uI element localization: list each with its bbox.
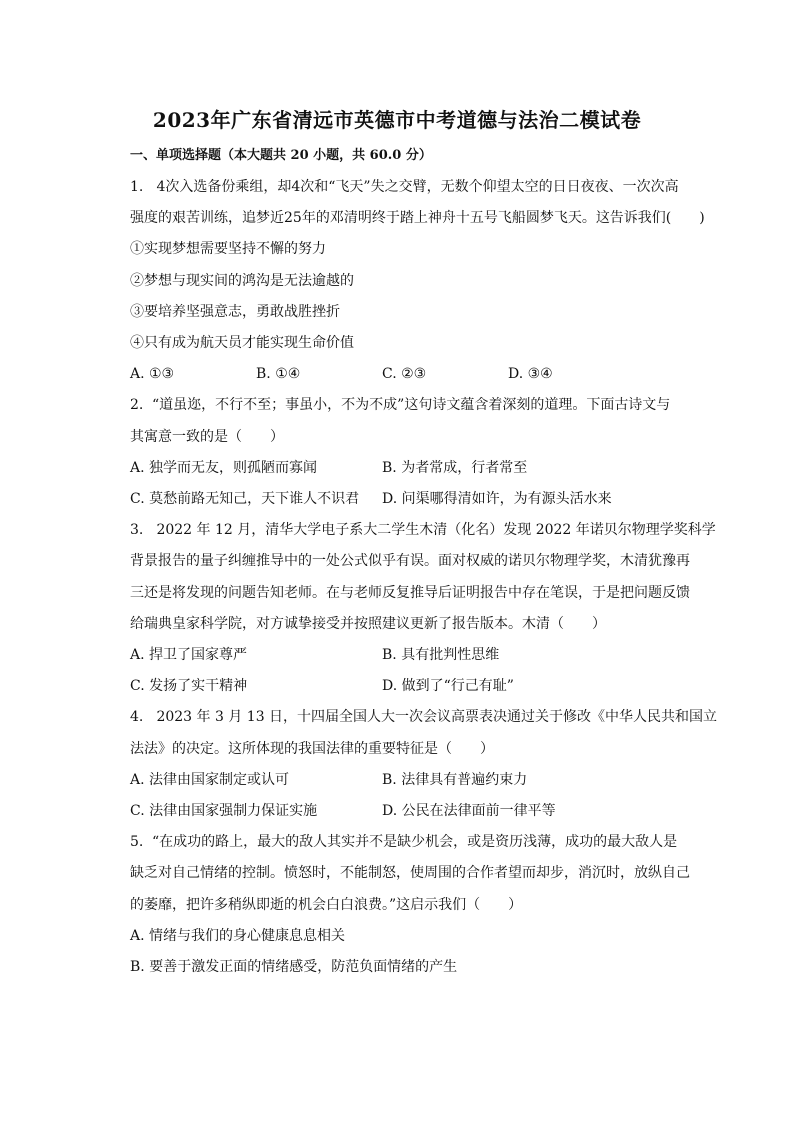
option-d[interactable]: D. ③④ [508, 366, 553, 383]
questions-list [130, 172, 718, 983]
option-c[interactable]: C. 法律由国家强制力保证实施 [130, 803, 318, 820]
statement: ①实现梦想需要坚持不懈的努力 [130, 241, 326, 258]
question-2 [130, 390, 690, 515]
exam-title: 2023年广东省清远市英德市中考道德与法治二模试卷 [152, 108, 642, 132]
options-row [130, 765, 690, 796]
section-heading: 一、单项选择题（本大题共 20 小题，共 60.0 分） [130, 148, 432, 163]
options-row [130, 796, 690, 827]
statement: ②梦想与现实间的鸿沟是无法逾越的 [130, 272, 354, 289]
option-a[interactable]: A. ①③ [130, 366, 175, 383]
question-number: 1. [130, 179, 144, 195]
option-a[interactable]: A. 捍卫了国家尊严 [130, 647, 248, 664]
question-text-line: “道虽迩，不行不至；事虽小，不为不成”这句诗文蕴含着深刻的道理。下面古诗文与 [152, 397, 671, 414]
question-text-line: 强度的艰苦训练，追梦近25年的邓清明终于踏上神舟十五号飞船圆梦飞天。这告诉我们( ) [130, 210, 705, 227]
question-text-line: 缺乏对自己情绪的控制。愤怒时，不能制怒，使周围的合作者望而却步，消沉时，放纵自己 [130, 865, 690, 882]
option-d[interactable]: D. 做到了“行己有耻” [382, 678, 514, 695]
options-row [130, 453, 690, 484]
question-text-line: 给瑞典皇家科学院，对方诚挚接受并按照建议更新了报告版本。木清（ ） [130, 615, 606, 632]
option-b[interactable]: B. 法律具有普遍约束力 [382, 771, 528, 788]
option-a[interactable]: A. 法律由国家制定或认可 [130, 771, 290, 788]
option-c[interactable]: C. ②③ [382, 366, 427, 383]
question-number: 5. [130, 834, 144, 851]
option-b[interactable]: B. ①④ [256, 366, 301, 383]
options-row [130, 640, 690, 671]
question-number: 3. [130, 522, 144, 539]
option-c[interactable]: C. 发扬了实干精神 [130, 678, 248, 695]
options-row [130, 359, 690, 390]
option-d[interactable]: D. 问渠哪得清如许，为有源头活水来 [382, 491, 612, 508]
question-5 [130, 827, 690, 983]
question-text-line: 背景报告的量子纠缠推导中的一处公式似乎有误。面对权威的诺贝尔物理学奖，木清犹豫再 [130, 553, 690, 570]
statement: ④只有成为航天员才能实现生命价值 [130, 335, 354, 352]
option-c[interactable]: C. 莫愁前路无知己，天下谁人不识君 [130, 491, 360, 508]
option-b[interactable]: B. 具有批判性思维 [382, 647, 500, 664]
question-text-line: 的萎靡，把许多稍纵即逝的机会白白浪费。”这启示我们（ ） [130, 896, 523, 913]
option-b[interactable]: B. 为者常成，行者常至 [382, 459, 528, 476]
statement: ③要培养坚强意志，勇敢战胜挫折 [130, 303, 340, 320]
question-text-line: 法法》的决定。这所体现的我国法律的重要特征是（ ） [130, 740, 494, 757]
question-text-line: “在成功的路上，最大的敌人其实并不是缺少机会，或是资历浅薄，成功的最大敌人是 [152, 834, 678, 851]
question-text-line: 4次入选备份乘组，却4次和“飞天”失之交臂，无数个仰望太空的日日夜夜、一次次高 [152, 179, 679, 195]
question-text-line: 2022 年 12 月，清华大学电子系大二学生木清（化名）发现 2022 年诺贝尔物理学奖科学 [152, 522, 716, 539]
question-number: 2. [130, 397, 144, 414]
question-number: 4. [130, 709, 144, 726]
question-4 [130, 702, 718, 827]
question-3 [130, 515, 716, 702]
question-text-line: 三还是将发现的问题告知老师。在与老师反复推导后证明报告中存在笔误，于是把问题反馈 [130, 584, 690, 601]
question-text-line: 其寓意一致的是（ ） [130, 428, 284, 445]
option-a[interactable]: A. 独学而无友，则孤陋而寡闻 [130, 459, 318, 476]
option-d[interactable]: D. 公民在法律面前一律平等 [382, 803, 556, 820]
option-b[interactable]: B. 要善于激发正面的情绪感受，防范负面情绪的产生 [130, 959, 458, 976]
option-a[interactable]: A. 情绪与我们的身心健康息息相关 [130, 927, 346, 944]
options-row [130, 671, 690, 702]
question-text-line: 2023 年 3 月 13 日，十四届全国人大一次会议高票表决通过关于修改《中华人民共和国立 [152, 709, 718, 726]
question-1 [130, 172, 705, 390]
options-row [130, 484, 690, 515]
